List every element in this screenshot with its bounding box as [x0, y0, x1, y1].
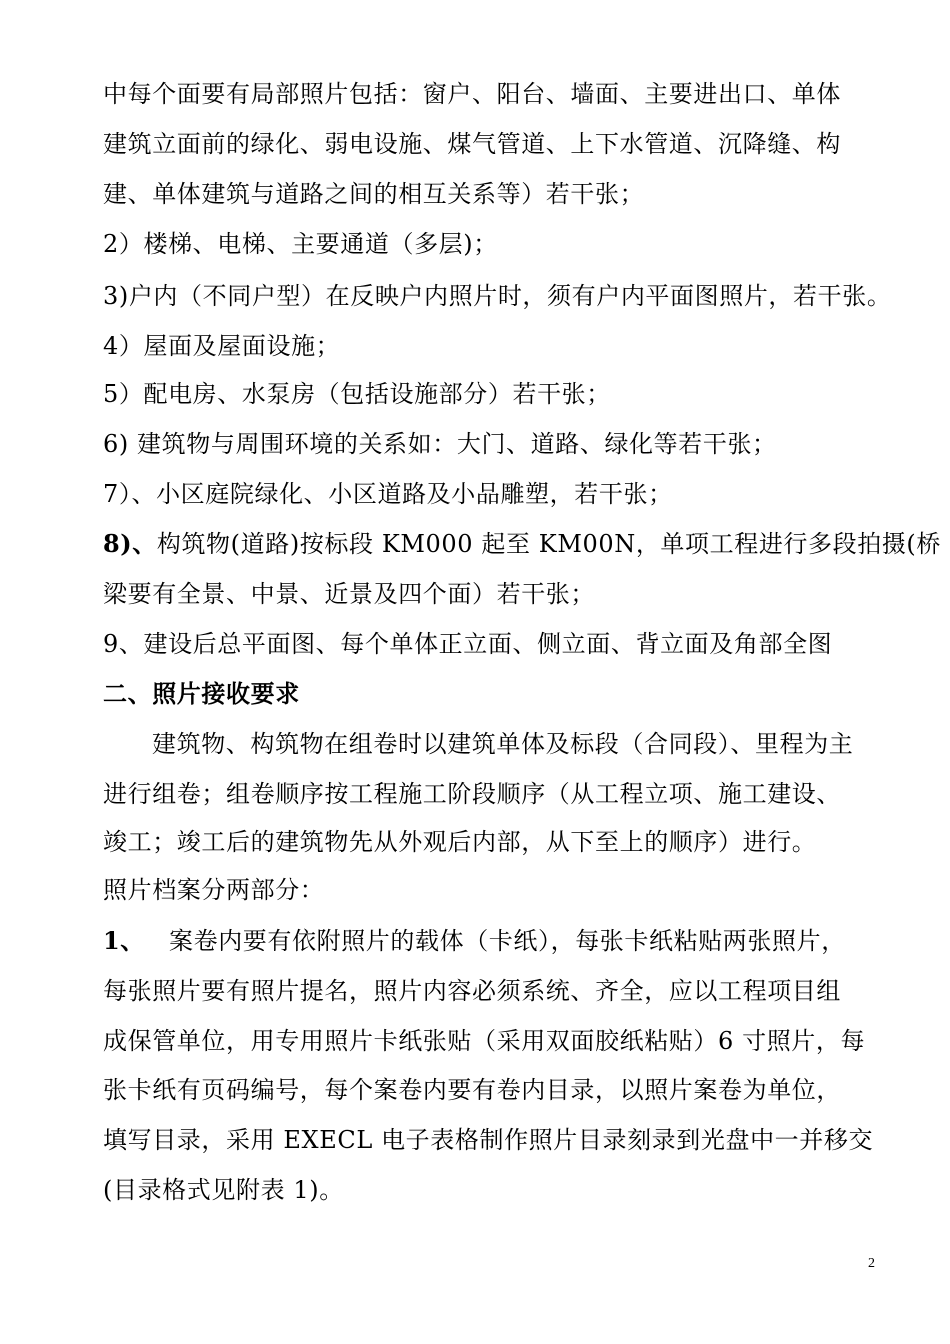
list-item-4: 4）屋面及屋面设施； — [103, 332, 341, 360]
paragraph-line: 填写目录，采用 EXECL 电子表格制作照片目录刻录到光盘中一并移交 — [103, 1126, 874, 1154]
point-1-number: 1、 — [103, 926, 145, 955]
paragraph-line: 进行组卷；组卷顺序按工程施工阶段顺序（从工程立项、施工建设、 — [103, 780, 841, 808]
list-item-8-number: 8)、 — [103, 529, 157, 558]
paragraph-line: 建、单体建筑与道路之间的相互关系等）若干张； — [103, 180, 645, 208]
paragraph-line: 成保管单位，用专用照片卡纸张贴（采用双面胶纸粘贴）6 寸照片，每 — [103, 1027, 866, 1055]
list-item-8-continuation: 梁要有全景、中景、近景及四个面）若干张； — [103, 580, 595, 608]
paragraph-line: 每张照片要有照片提名，照片内容必须系统、齐全，应以工程项目组 — [103, 977, 841, 1005]
list-item-7: 7）、小区庭院绿化、小区道路及小品雕塑，若干张； — [103, 480, 673, 508]
list-item-2: 2）楼梯、电梯、主要通道（多层)； — [103, 230, 498, 258]
list-item-6: 6) 建筑物与周围环境的关系如：大门、道路、绿化等若干张； — [103, 430, 777, 458]
section-heading: 二、照片接收要求 — [103, 679, 300, 708]
list-item-5: 5）配电房、水泵房（包括设施部分）若干张； — [103, 380, 611, 408]
page-number: 2 — [868, 1256, 875, 1271]
paragraph-line: 张卡纸有页码编号，每个案卷内要有卷内目录，以照片案卷为单位， — [103, 1076, 841, 1104]
list-item-9: 9、建设后总平面图、每个单体正立面、侧立面、背立面及角部全图 — [103, 630, 833, 658]
paragraph-line: (目录格式见附表 1)。 — [103, 1176, 344, 1204]
subtitle: 照片档案分两部分： — [103, 876, 325, 904]
point-1-text: 案卷内要有依附照片的载体（卡纸），每张卡纸粘贴两张照片， — [169, 927, 846, 955]
list-item-8-text: 构筑物(道路)按标段 KM000 起至 KM00N，单项工程进行多段拍摄(桥 — [156, 530, 941, 558]
point-1 — [103, 925, 893, 957]
paragraph-line: 竣工；竣工后的建筑物先从外观后内部，从下至上的顺序）进行。 — [103, 828, 817, 856]
list-item-8 — [103, 528, 941, 560]
paragraph-line: 建筑立面前的绿化、弱电设施、煤气管道、上下水管道、沉降缝、构 — [103, 130, 841, 158]
paragraph-line: 中每个面要有局部照片包括：窗户、阳台、墙面、主要进出口、单体 — [103, 80, 841, 108]
paragraph-line: 建筑物、构筑物在组卷时以建筑单体及标段（合同段）、里程为主 — [152, 730, 854, 758]
list-item-3: 3)户内（不同户型）在反映户内照片时，须有户内平面图照片，若干张。 — [103, 282, 892, 310]
